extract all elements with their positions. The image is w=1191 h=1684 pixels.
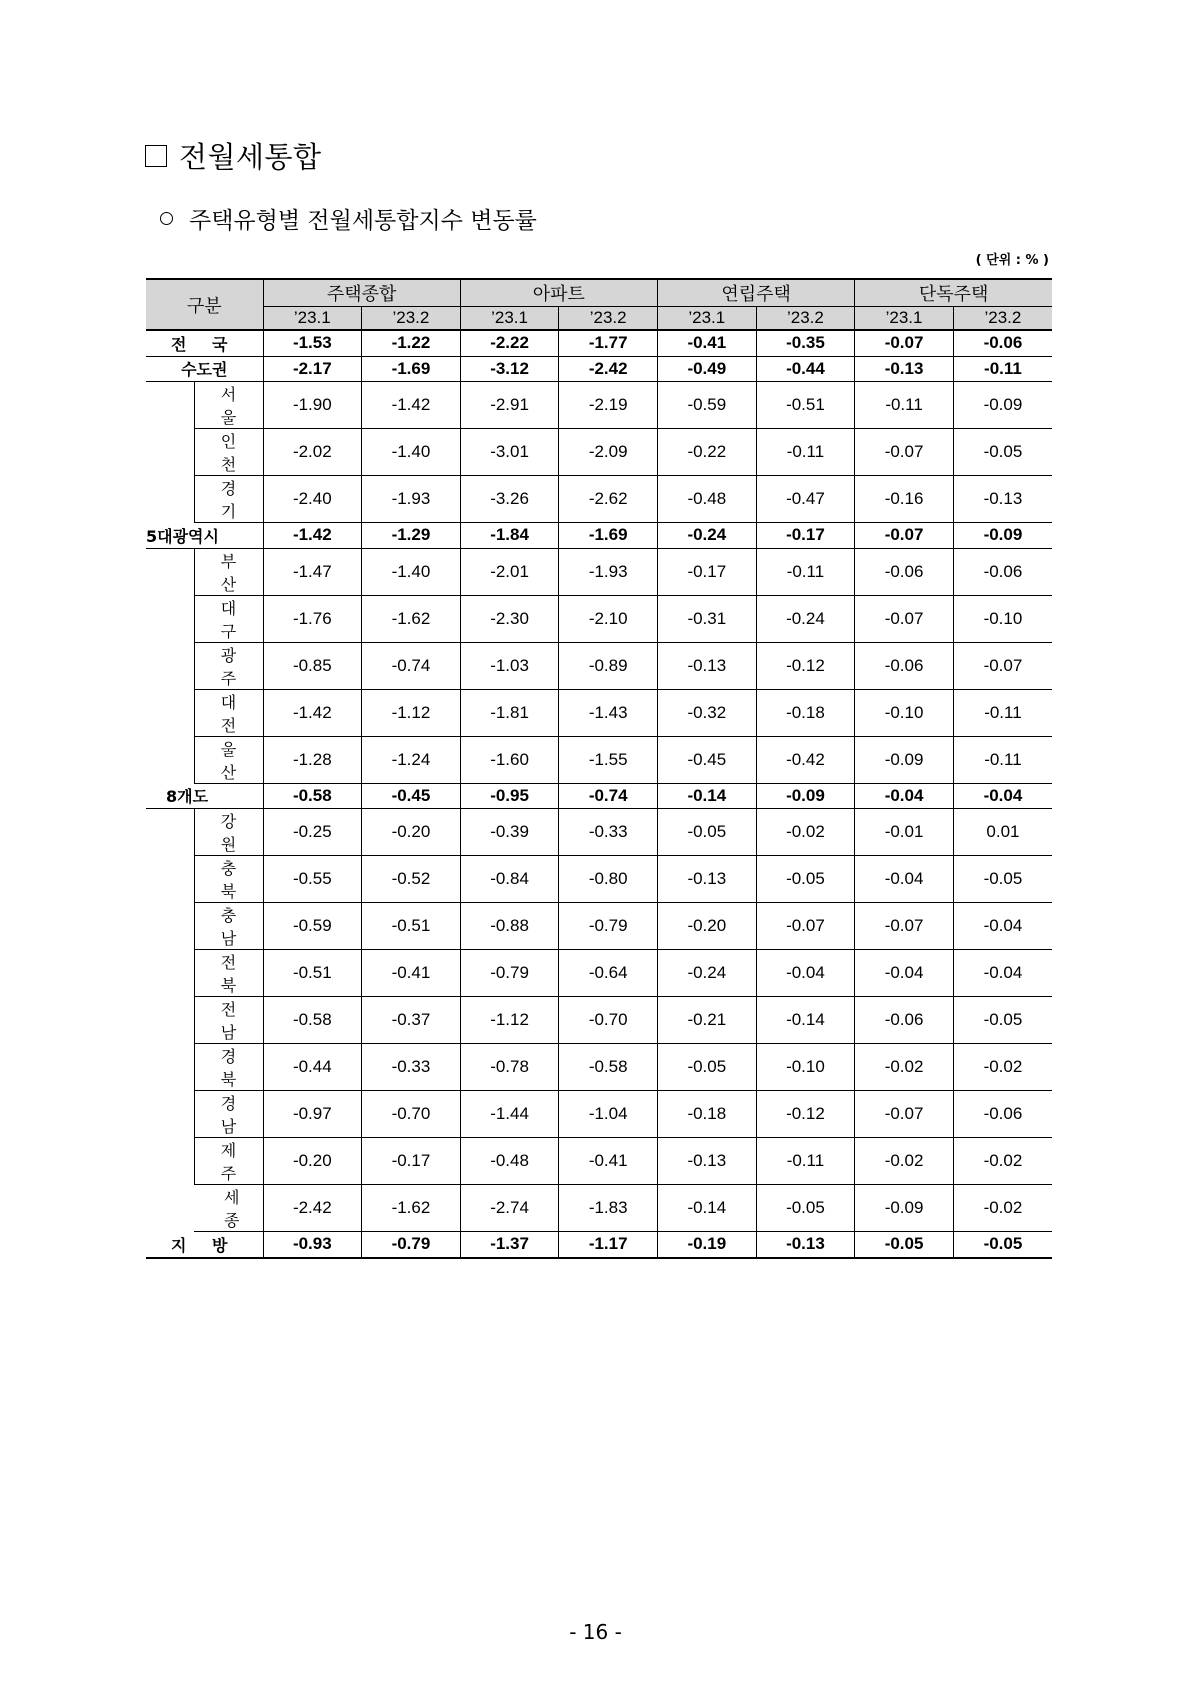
table-cell: -1.81 <box>460 689 559 736</box>
row-label: 대구 <box>194 595 263 642</box>
table-cell: -0.25 <box>263 809 362 856</box>
row-indent <box>146 548 194 595</box>
table-cell: -0.78 <box>460 1044 559 1091</box>
table-cell: -0.55 <box>263 856 362 903</box>
table-cell: -0.13 <box>658 1138 757 1185</box>
row-label: 부산 <box>194 548 263 595</box>
table-cell: -0.04 <box>855 856 954 903</box>
row-indent <box>146 1044 194 1091</box>
table-cell: -0.11 <box>953 689 1052 736</box>
table-cell: -0.93 <box>263 1232 362 1258</box>
table-cell: -0.07 <box>855 1091 954 1138</box>
table-cell: -0.02 <box>953 1044 1052 1091</box>
table-cell: -0.12 <box>756 642 855 689</box>
table-cell: -0.79 <box>559 903 658 950</box>
row-indent <box>146 809 194 856</box>
table-cell: -1.29 <box>362 523 461 549</box>
table-cell: -1.55 <box>559 736 658 783</box>
table-cell: -0.58 <box>263 997 362 1044</box>
table-cell: -0.58 <box>559 1044 658 1091</box>
row-label: 대전 <box>194 689 263 736</box>
row-label: 인천 <box>194 429 263 476</box>
table-cell: -0.14 <box>658 1185 757 1232</box>
table-cell: -0.74 <box>362 642 461 689</box>
table-cell: -0.09 <box>953 523 1052 549</box>
table-cell: -1.43 <box>559 689 658 736</box>
header-group: 단독주택 <box>855 279 1052 307</box>
table-cell: -0.49 <box>658 356 757 382</box>
page-number: - 16 - <box>569 1620 622 1644</box>
table-cell: -1.69 <box>559 523 658 549</box>
table-cell: -3.01 <box>460 429 559 476</box>
header-period: ’23.1 <box>855 307 954 331</box>
row-label: 울산 <box>194 736 263 783</box>
table-cell: -0.70 <box>559 997 658 1044</box>
table-cell: -0.06 <box>953 548 1052 595</box>
table-cell: -0.51 <box>362 903 461 950</box>
row-indent <box>146 642 194 689</box>
row-label: 수도권 <box>146 356 263 382</box>
section-title-text: 전월세통합 <box>179 140 322 174</box>
table-row <box>146 642 1052 689</box>
row-indent <box>146 856 194 903</box>
table-cell: -0.45 <box>362 783 461 809</box>
table-cell: -0.13 <box>658 856 757 903</box>
table-cell: -3.26 <box>460 476 559 523</box>
table-cell: -0.05 <box>953 856 1052 903</box>
table-cell: -0.05 <box>953 429 1052 476</box>
row-indent <box>146 689 194 736</box>
table-cell: -1.17 <box>559 1232 658 1258</box>
table-cell: -0.19 <box>658 1232 757 1258</box>
table-cell: -0.07 <box>855 595 954 642</box>
table-cell: -2.17 <box>263 356 362 382</box>
table-cell: -0.07 <box>855 429 954 476</box>
table-cell: -0.11 <box>756 429 855 476</box>
table-cell: -0.84 <box>460 856 559 903</box>
table-cell: -0.58 <box>263 783 362 809</box>
sub-title <box>160 202 537 235</box>
header-group: 아파트 <box>460 279 657 307</box>
header-group: 주택종합 <box>263 279 460 307</box>
table-cell: -2.42 <box>559 356 658 382</box>
table-row <box>146 809 1052 856</box>
table-cell: -0.18 <box>658 1091 757 1138</box>
table-cell: -1.53 <box>263 330 362 356</box>
row-indent <box>146 903 194 950</box>
table-cell: -2.22 <box>460 330 559 356</box>
table-cell: -0.74 <box>559 783 658 809</box>
table-cell: -2.09 <box>559 429 658 476</box>
table-cell: -0.22 <box>658 429 757 476</box>
table-row <box>146 330 1052 356</box>
table-cell: -2.10 <box>559 595 658 642</box>
table-cell: -0.95 <box>460 783 559 809</box>
table-cell: -0.13 <box>658 642 757 689</box>
table-cell: -0.48 <box>460 1138 559 1185</box>
table-cell: -2.62 <box>559 476 658 523</box>
table-cell: -0.11 <box>953 356 1052 382</box>
table-cell: -0.07 <box>855 523 954 549</box>
table-cell: -1.12 <box>460 997 559 1044</box>
table-cell: -1.03 <box>460 642 559 689</box>
table-row <box>146 595 1052 642</box>
table-cell: -0.09 <box>953 382 1052 429</box>
table-cell: -0.52 <box>362 856 461 903</box>
table-cell: -0.02 <box>953 1138 1052 1185</box>
table-cell: -0.02 <box>756 809 855 856</box>
table-cell: -0.09 <box>756 783 855 809</box>
table-cell: -2.19 <box>559 382 658 429</box>
row-indent <box>146 997 194 1044</box>
table-cell: -0.05 <box>756 1185 855 1232</box>
table-cell: -0.10 <box>953 595 1052 642</box>
table-cell: -0.07 <box>855 330 954 356</box>
table-cell: -0.33 <box>362 1044 461 1091</box>
table-cell: -0.17 <box>756 523 855 549</box>
table-cell: -1.04 <box>559 1091 658 1138</box>
table-cell: -0.79 <box>362 1232 461 1258</box>
table-cell: -0.02 <box>855 1138 954 1185</box>
table-cell: -0.05 <box>756 856 855 903</box>
row-indent <box>146 950 194 997</box>
table-cell: -0.13 <box>756 1232 855 1258</box>
table-cell: -0.16 <box>855 476 954 523</box>
row-indent <box>146 1091 194 1138</box>
table-cell: -0.85 <box>263 642 362 689</box>
row-label: 8개도 <box>146 783 263 809</box>
table-cell: -1.47 <box>263 548 362 595</box>
row-indent <box>146 476 194 523</box>
table-cell: -0.05 <box>855 1232 954 1258</box>
table-cell: -0.97 <box>263 1091 362 1138</box>
table-cell: -1.42 <box>263 689 362 736</box>
table-cell: -1.77 <box>559 330 658 356</box>
table-row <box>146 783 1052 809</box>
table-cell: -0.14 <box>756 997 855 1044</box>
table-cell: -0.32 <box>658 689 757 736</box>
row-label: 경기 <box>194 476 263 523</box>
table-row <box>146 1232 1052 1258</box>
table-row <box>146 429 1052 476</box>
table-cell: -0.13 <box>953 476 1052 523</box>
header-period: ’23.1 <box>658 307 757 331</box>
table-cell: -0.20 <box>658 903 757 950</box>
table-cell: -0.20 <box>263 1138 362 1185</box>
table-cell: -1.22 <box>362 330 461 356</box>
table-row <box>146 1091 1052 1138</box>
table-row <box>146 476 1052 523</box>
table-body <box>146 330 1052 1258</box>
table-cell: -1.62 <box>362 1185 461 1232</box>
sub-title-text: 주택유형별 전월세통합지수 변동률 <box>189 208 537 234</box>
table-cell: -0.24 <box>756 595 855 642</box>
row-label: 충북 <box>194 856 263 903</box>
table-cell: -0.89 <box>559 642 658 689</box>
table-cell: -0.44 <box>263 1044 362 1091</box>
row-label: 경북 <box>194 1044 263 1091</box>
table-cell: -2.40 <box>263 476 362 523</box>
header-period: ’23.2 <box>953 307 1052 331</box>
table-cell: -0.04 <box>953 783 1052 809</box>
table-cell: -0.11 <box>953 736 1052 783</box>
table-cell: -0.06 <box>855 642 954 689</box>
header-group: 연립주택 <box>658 279 855 307</box>
table-cell: -0.05 <box>658 1044 757 1091</box>
row-indent <box>146 382 194 429</box>
table-cell: -0.05 <box>953 997 1052 1044</box>
checkbox-icon <box>145 145 167 167</box>
table-cell: -0.59 <box>263 903 362 950</box>
table-cell: -0.51 <box>263 950 362 997</box>
table-cell: -0.20 <box>362 809 461 856</box>
table-cell: -0.02 <box>855 1044 954 1091</box>
header-period: ’23.1 <box>263 307 362 331</box>
header-period: ’23.1 <box>460 307 559 331</box>
table-cell: -0.05 <box>953 1232 1052 1258</box>
table-cell: -0.47 <box>756 476 855 523</box>
table-cell: -2.74 <box>460 1185 559 1232</box>
row-label: 전남 <box>194 997 263 1044</box>
row-indent <box>146 595 194 642</box>
row-indent <box>146 1138 194 1185</box>
table-cell: -0.48 <box>658 476 757 523</box>
row-label: 세종 <box>194 1185 263 1232</box>
table-cell: -3.12 <box>460 356 559 382</box>
table-cell: -0.01 <box>855 809 954 856</box>
table-cell: -0.10 <box>756 1044 855 1091</box>
table-cell: -0.21 <box>658 997 757 1044</box>
table-cell: -0.06 <box>855 997 954 1044</box>
header-category: 구분 <box>146 279 263 330</box>
table-row <box>146 689 1052 736</box>
table-cell: -0.07 <box>855 903 954 950</box>
table-cell: -0.39 <box>460 809 559 856</box>
table-cell: -2.42 <box>263 1185 362 1232</box>
table-row <box>146 356 1052 382</box>
row-indent <box>146 429 194 476</box>
header-period: ’23.2 <box>756 307 855 331</box>
row-indent <box>146 1185 194 1232</box>
table-cell: -0.17 <box>362 1138 461 1185</box>
table-cell: -0.04 <box>855 950 954 997</box>
row-label: 제주 <box>194 1138 263 1185</box>
data-table <box>146 278 1052 1259</box>
table-cell: -0.45 <box>658 736 757 783</box>
table-cell: -0.51 <box>756 382 855 429</box>
table-cell: -1.90 <box>263 382 362 429</box>
table-cell: -0.17 <box>658 548 757 595</box>
table-cell: -0.11 <box>855 382 954 429</box>
unit-label: ( 단위 : % ) <box>975 253 1049 268</box>
row-indent <box>146 736 194 783</box>
table-cell: -0.06 <box>855 548 954 595</box>
row-label: 전 국 <box>146 330 263 356</box>
table-cell: -1.83 <box>559 1185 658 1232</box>
table-cell: -0.24 <box>658 523 757 549</box>
table-cell: -0.59 <box>658 382 757 429</box>
table-cell: -1.40 <box>362 429 461 476</box>
table-cell: -1.84 <box>460 523 559 549</box>
table-cell: -0.64 <box>559 950 658 997</box>
table-row <box>146 548 1052 595</box>
table-cell: -0.11 <box>756 1138 855 1185</box>
table-cell: -2.30 <box>460 595 559 642</box>
row-label: 지 방 <box>146 1232 263 1258</box>
table-cell: -0.10 <box>855 689 954 736</box>
table-row <box>146 950 1052 997</box>
table-cell: -0.12 <box>756 1091 855 1138</box>
table-cell: -0.33 <box>559 809 658 856</box>
row-label: 전북 <box>194 950 263 997</box>
table-cell: -0.31 <box>658 595 757 642</box>
row-label: 광주 <box>194 642 263 689</box>
table-cell: -2.91 <box>460 382 559 429</box>
table-row <box>146 1185 1052 1232</box>
table-cell: -0.80 <box>559 856 658 903</box>
table-cell: -0.11 <box>756 548 855 595</box>
table-cell: -1.93 <box>559 548 658 595</box>
table-cell: -1.28 <box>263 736 362 783</box>
row-label: 경남 <box>194 1091 263 1138</box>
table-cell: -0.04 <box>756 950 855 997</box>
table-cell: -0.13 <box>855 356 954 382</box>
table-cell: -1.93 <box>362 476 461 523</box>
table-cell: -0.35 <box>756 330 855 356</box>
table-cell: -1.44 <box>460 1091 559 1138</box>
table-cell: 0.01 <box>953 809 1052 856</box>
table-cell: -2.01 <box>460 548 559 595</box>
row-label: 서울 <box>194 382 263 429</box>
table-cell: -1.42 <box>362 382 461 429</box>
table-row <box>146 736 1052 783</box>
header-period: ’23.2 <box>362 307 461 331</box>
table-cell: -0.41 <box>362 950 461 997</box>
table-cell: -0.70 <box>362 1091 461 1138</box>
table-cell: -1.76 <box>263 595 362 642</box>
table-row <box>146 1138 1052 1185</box>
table-cell: -0.04 <box>953 950 1052 997</box>
table-cell: -0.14 <box>658 783 757 809</box>
table-cell: -0.04 <box>855 783 954 809</box>
table-cell: -1.12 <box>362 689 461 736</box>
table-cell: -1.42 <box>263 523 362 549</box>
circle-bullet-icon <box>160 212 173 225</box>
table-cell: -0.02 <box>953 1185 1052 1232</box>
table-cell: -1.37 <box>460 1232 559 1258</box>
row-label: 5대광역시 <box>146 523 263 549</box>
table-cell: -0.07 <box>953 642 1052 689</box>
table-cell: -0.44 <box>756 356 855 382</box>
table-cell: -1.40 <box>362 548 461 595</box>
table-row <box>146 903 1052 950</box>
header-period: ’23.2 <box>559 307 658 331</box>
table-cell: -0.06 <box>953 330 1052 356</box>
table-cell: -0.24 <box>658 950 757 997</box>
table-row <box>146 382 1052 429</box>
table-cell: -0.06 <box>953 1091 1052 1138</box>
table-row <box>146 856 1052 903</box>
table-cell: -0.41 <box>559 1138 658 1185</box>
table-cell: -0.41 <box>658 330 757 356</box>
row-label: 강원 <box>194 809 263 856</box>
table-cell: -0.37 <box>362 997 461 1044</box>
table-cell: -2.02 <box>263 429 362 476</box>
table-cell: -0.79 <box>460 950 559 997</box>
table-cell: -1.69 <box>362 356 461 382</box>
table-cell: -1.24 <box>362 736 461 783</box>
row-label: 충남 <box>194 903 263 950</box>
table-cell: -1.60 <box>460 736 559 783</box>
section-title <box>145 135 322 176</box>
table-cell: -0.09 <box>855 736 954 783</box>
table-cell: -0.18 <box>756 689 855 736</box>
table-row <box>146 997 1052 1044</box>
table-cell: -0.05 <box>658 809 757 856</box>
table-row <box>146 1044 1052 1091</box>
table-row <box>146 523 1052 549</box>
table-cell: -0.07 <box>756 903 855 950</box>
table-cell: -0.09 <box>855 1185 954 1232</box>
table-cell: -0.04 <box>953 903 1052 950</box>
table-cell: -1.62 <box>362 595 461 642</box>
table-cell: -0.88 <box>460 903 559 950</box>
table-cell: -0.42 <box>756 736 855 783</box>
